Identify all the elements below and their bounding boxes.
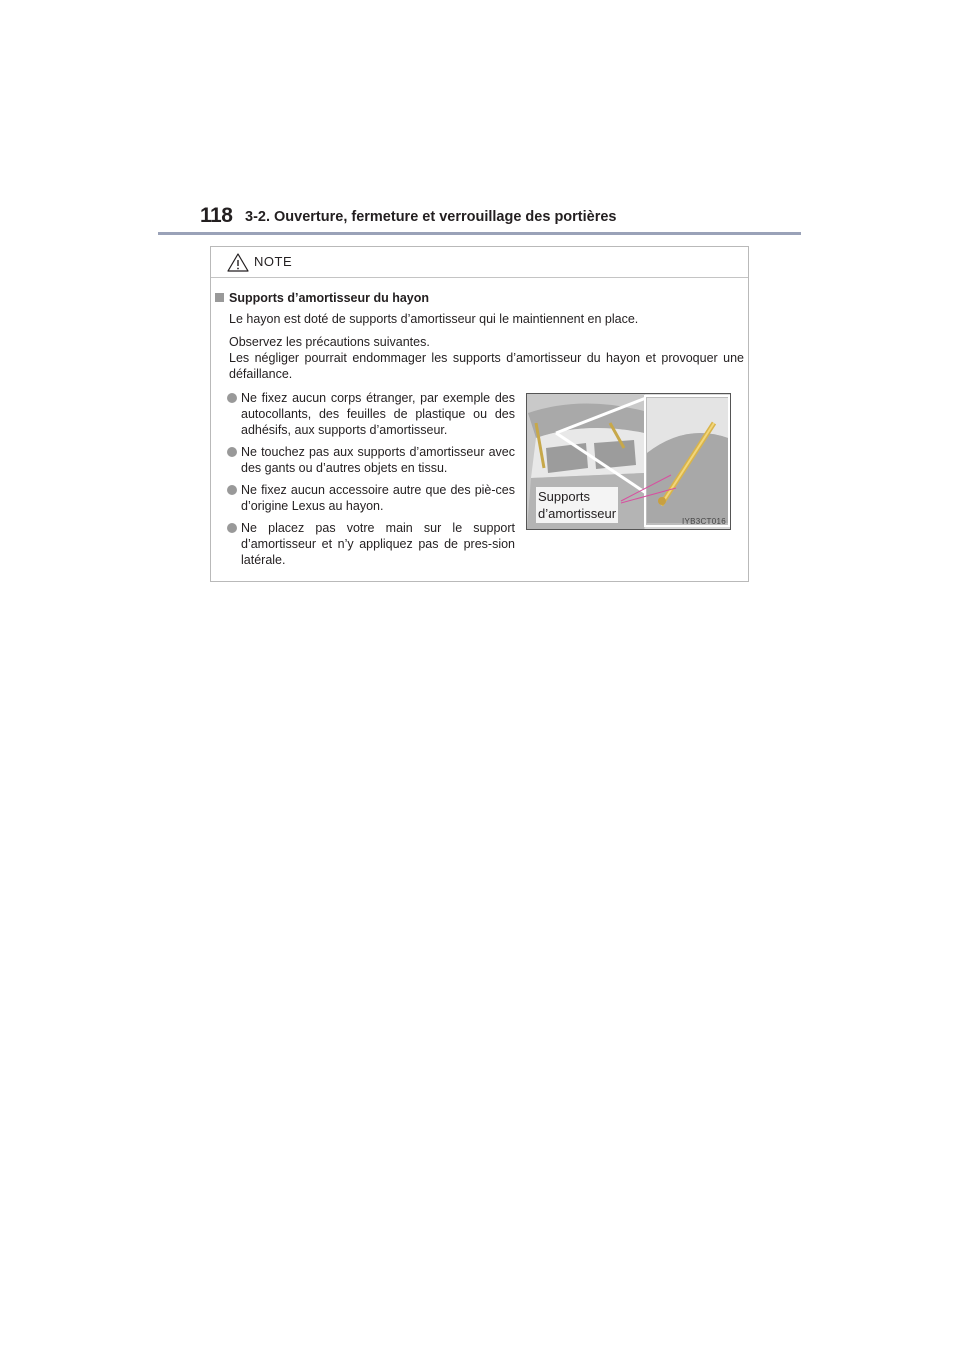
bullet-list	[225, 390, 515, 574]
paragraph: Le hayon est doté de supports d’amortisseur qui le maintiennent en place.	[229, 312, 639, 326]
page-header	[158, 204, 801, 236]
section-title: 3-2. Ouverture, fermeture et verrouillage des portières	[245, 209, 617, 225]
page-number: 118	[200, 204, 233, 227]
note-label: NOTE	[254, 254, 293, 269]
note-header	[211, 247, 748, 278]
warning-icon	[227, 253, 249, 272]
list-item: Ne placez pas votre main sur le support d’amortisseur et n’y appliquez pas de pres-sion latérale.	[225, 520, 515, 568]
bullet-dot-icon	[227, 393, 237, 403]
figure-code: IYB3CT016	[681, 517, 726, 526]
bullet-dot-icon	[227, 485, 237, 495]
list-item: Ne fixez aucun corps étranger, par exemple des autocollants, des feuilles de plastique ou des adhésifs, aux supports d’amortisseur.	[225, 390, 515, 438]
list-item: Ne fixez aucun accessoire autre que des piè-ces d’origine Lexus au hayon.	[225, 482, 515, 514]
bullet-dot-icon	[227, 523, 237, 533]
bullet-dot-icon	[227, 447, 237, 457]
paragraph: Observez les précautions suivantes.	[229, 335, 430, 349]
list-item: Ne touchez pas aux supports d’amortisseur avec des gants ou d’autres objets en tissu.	[225, 444, 515, 476]
note-section-title: Supports d’amortisseur du hayon	[215, 291, 429, 305]
paragraph: Les négliger pourrait endommager les supports d’amortisseur du hayon et provoquer une défaillance.	[229, 351, 744, 381]
tailgate-damper-illustration	[526, 393, 731, 530]
header-rule	[158, 232, 801, 235]
figure-callout-label: Supports d’amortisseur	[538, 489, 617, 521]
square-bullet-icon	[215, 293, 224, 302]
